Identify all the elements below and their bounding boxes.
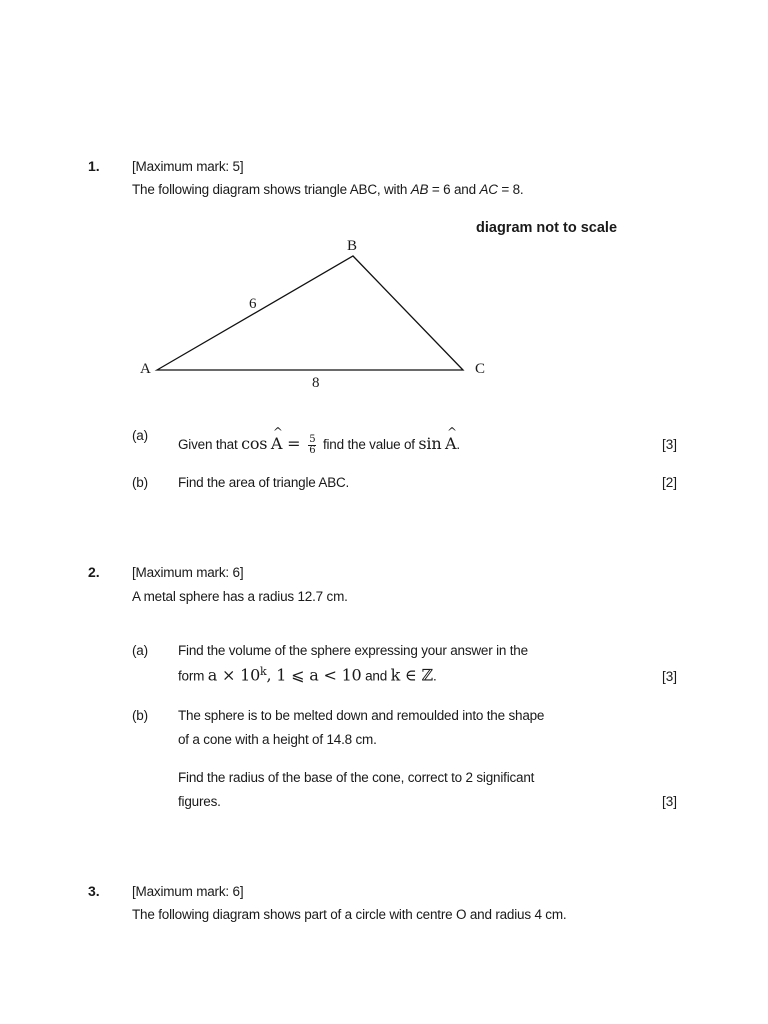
question-2-number: 2. <box>88 564 100 580</box>
ac-label: AC <box>479 182 498 197</box>
q1-part-b-label: (b) <box>132 475 148 490</box>
question-1-intro: The following diagram shows triangle ABC, with AB = 6 and AC = 8. <box>132 182 524 197</box>
q2-part-b-line2: of a cone with a height of 14.8 cm. <box>178 732 377 747</box>
q2-part-b-line3: Find the radius of the base of the cone, correct to 2 significant <box>178 770 535 785</box>
q2-part-a-line2: form $a \times 10^k$, 1 ⩽ a < 10 and k ∈ ℤ. <box>178 665 437 685</box>
q1-part-b-text: Find the area of triangle ABC. <box>178 475 350 490</box>
question-3-number: 3. <box>88 883 100 899</box>
q2-part-b-mark: [3] <box>662 794 678 809</box>
vertex-b-label: B <box>347 238 358 254</box>
vertex-c-label: C <box>475 361 486 377</box>
question-2-max-mark: [Maximum mark: 6] <box>132 565 244 580</box>
q2-part-a-label: (a) <box>132 643 148 658</box>
q1-part-a-text: Given that cos ^ A = $\frac{5}{6}$ find the value of sin ^ A. <box>178 434 460 456</box>
question-3-intro: The following diagram shows part of a circle with centre O and radius 4 cm. <box>132 907 567 922</box>
question-1-max-mark: [Maximum mark: 5] <box>132 159 244 174</box>
q1-part-a-mark: [3] <box>662 437 678 452</box>
triangle-abc <box>157 256 463 370</box>
q1-part-b-mark: [2] <box>662 475 678 490</box>
q2-part-b-label: (b) <box>132 708 148 723</box>
question-2-intro: A metal sphere has a radius 12.7 cm. <box>132 589 348 604</box>
q1-part-a-label: (a) <box>132 428 148 443</box>
question-3-max-mark: [Maximum mark: 6] <box>132 884 244 899</box>
vertex-a-label: A <box>140 361 151 377</box>
question-1-number: 1. <box>88 158 100 174</box>
diagram-note: diagram not to scale <box>476 220 618 236</box>
side-ac-label: 8 <box>312 375 320 391</box>
side-ab-label: 6 <box>249 296 257 312</box>
ab-label: AB <box>410 182 429 197</box>
q2-part-a-mark: [3] <box>662 669 678 684</box>
fraction-five-sixths: $\frac{5}{6}$ <box>309 433 316 456</box>
q2-part-a-line1: Find the volume of the sphere expressing your answer in the <box>178 643 528 658</box>
q2-part-b-line1: The sphere is to be melted down and remoulded into the shape <box>178 708 545 723</box>
q2-part-b-line4: figures. <box>178 794 221 809</box>
